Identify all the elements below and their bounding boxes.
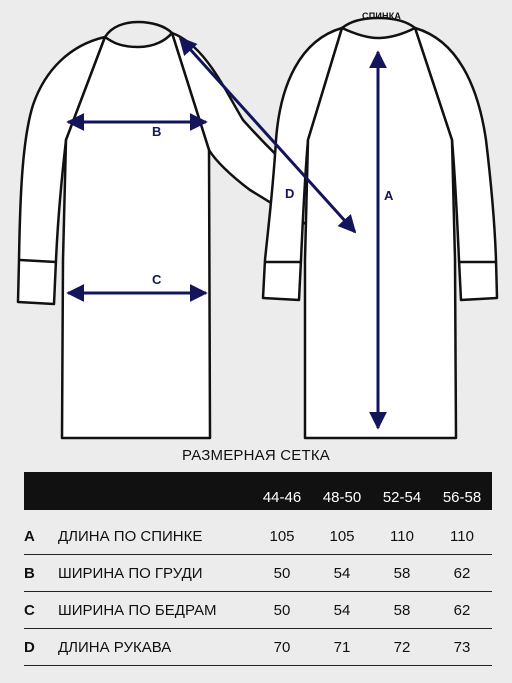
row-value: 110 <box>372 518 432 555</box>
marker-d: D <box>285 186 295 201</box>
row-value: 54 <box>312 555 372 592</box>
table-row <box>24 592 492 629</box>
marker-c: C <box>152 272 162 287</box>
row-value: 110 <box>432 518 492 555</box>
row-name: ШИРИНА ПО ГРУДИ <box>58 555 252 592</box>
size-header: 48-50 <box>322 488 362 506</box>
row-value: 58 <box>372 555 432 592</box>
table-row <box>24 518 492 555</box>
marker-a: A <box>384 188 394 203</box>
row-value: 58 <box>372 592 432 629</box>
row-value: 54 <box>312 592 372 629</box>
row-value: 50 <box>252 555 312 592</box>
marker-b: B <box>152 124 162 139</box>
row-code: C <box>24 592 58 629</box>
row-value: 70 <box>252 629 312 666</box>
row-name: ДЛИНА РУКАВА <box>58 629 252 666</box>
row-value: 72 <box>372 629 432 666</box>
row-value: 50 <box>252 592 312 629</box>
front-body <box>62 33 210 438</box>
row-value: 62 <box>432 555 492 592</box>
back-body <box>305 28 456 438</box>
size-table <box>24 472 492 666</box>
row-value: 71 <box>312 629 372 666</box>
size-header-row <box>24 472 492 518</box>
row-name: ДЛИНА ПО СПИНКЕ <box>58 518 252 555</box>
front-neckline <box>105 22 172 37</box>
row-code: D <box>24 629 58 666</box>
row-code: A <box>24 518 58 555</box>
size-header: 44-46 <box>262 488 302 506</box>
row-value: 105 <box>252 518 312 555</box>
table-row <box>24 555 492 592</box>
back-view-label: СПИНКА <box>362 11 402 21</box>
table-row <box>24 629 492 666</box>
back-view <box>263 18 497 438</box>
size-header: 56-58 <box>442 488 482 506</box>
row-value: 73 <box>432 629 492 666</box>
row-value: 105 <box>312 518 372 555</box>
row-value: 62 <box>432 592 492 629</box>
row-code: B <box>24 555 58 592</box>
row-name: ШИРИНА ПО БЕДРАМ <box>58 592 252 629</box>
size-chart-title: РАЗМЕРНАЯ СЕТКА <box>182 447 330 464</box>
size-header: 52-54 <box>382 488 422 506</box>
